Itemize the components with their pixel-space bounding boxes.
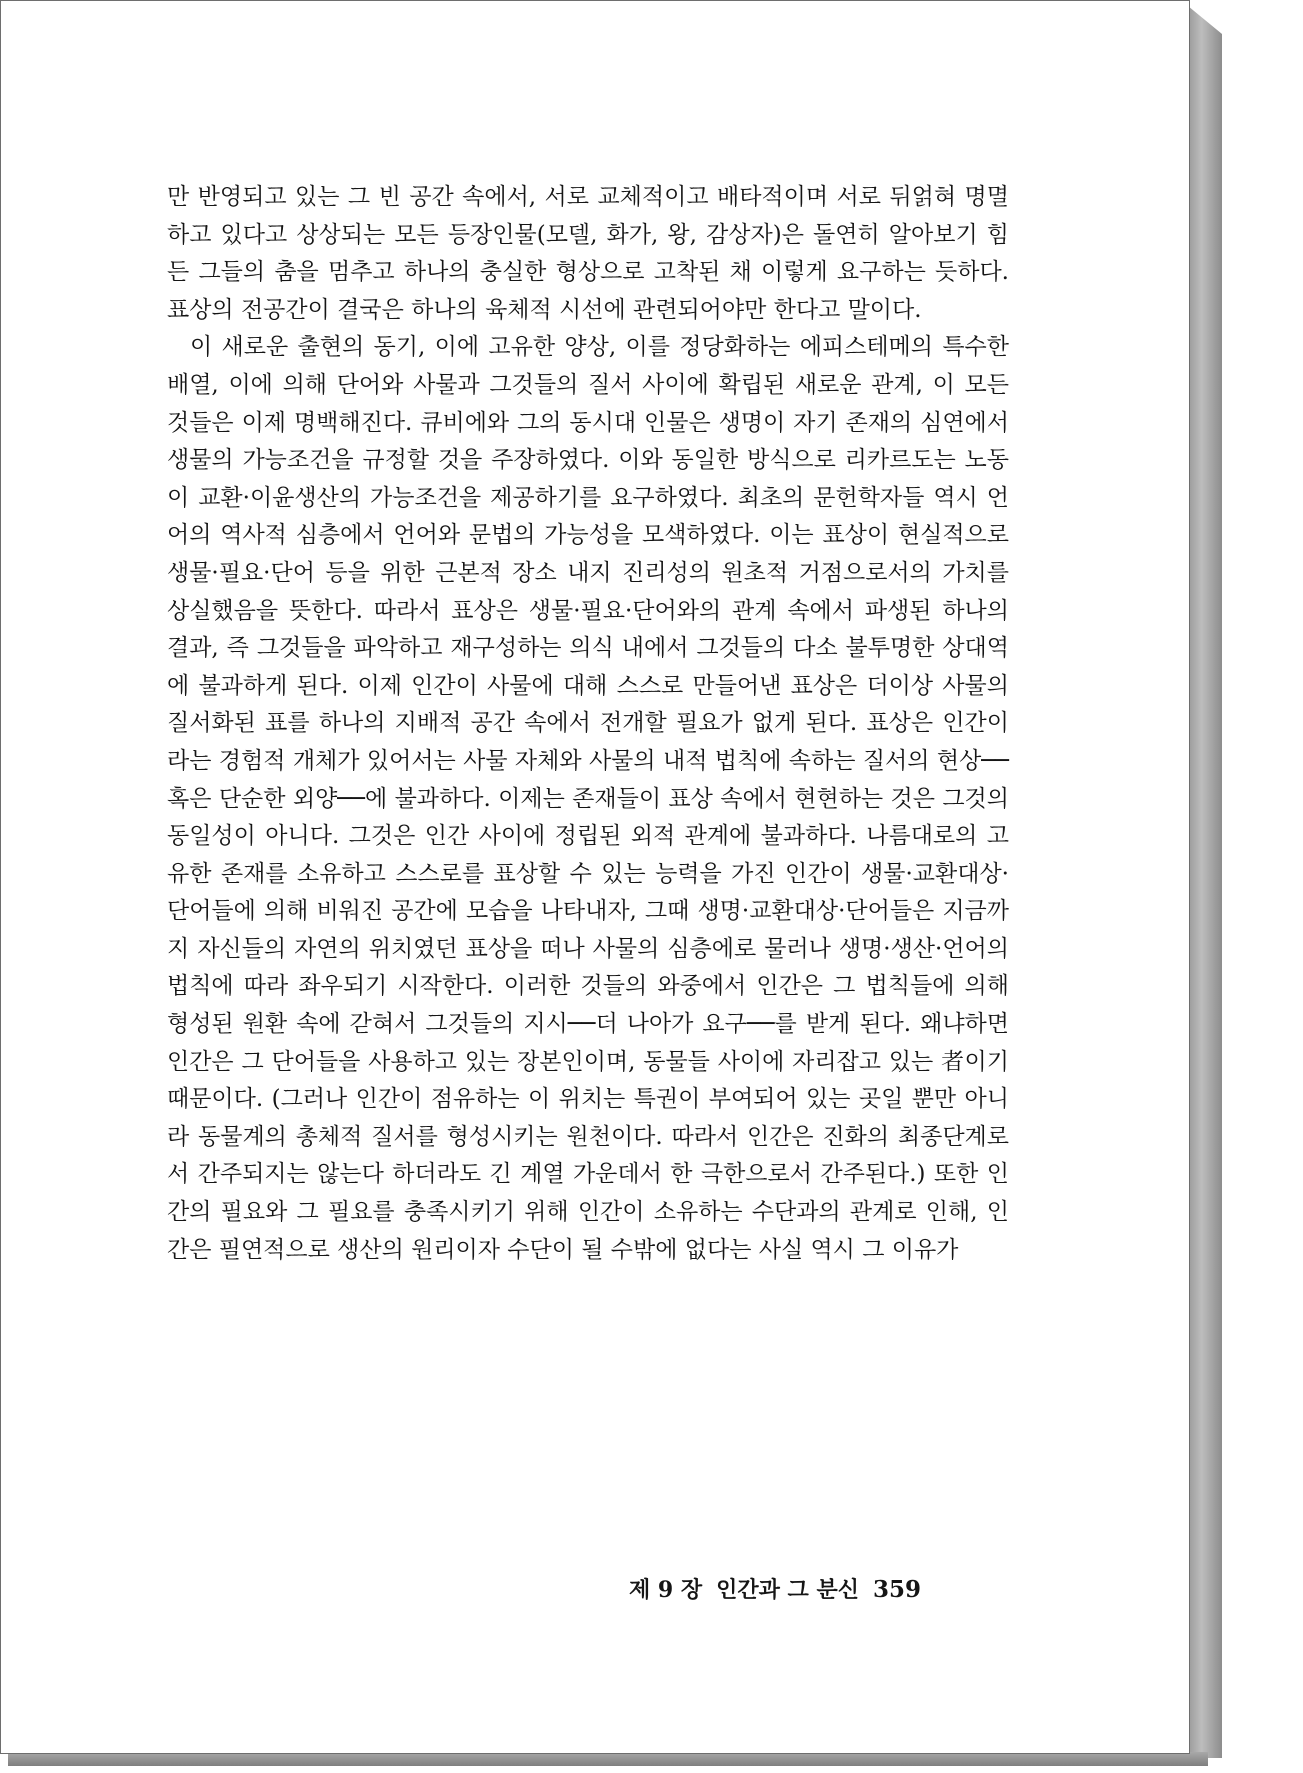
page-stack-edge [1188,6,1222,1758]
paragraph-continued: 만 반영되고 있는 그 빈 공간 속에서, 서로 교체적이고 배타적이며 서로 뒤얽혀 명멸하고 있다고 상상되는 모든 등장인물(모델, 화가, 왕, 감상자)은 돌연히 알아보기 힘든 그들의 춤을 멈추고 하나의 충실한 형상으로 고착된 채 이렇게 요구하는 듯하다. 표상의 전공간이 결국은 하나의 육체적 시선에 관련되어야만 한다고 말이다. [167,184,1009,323]
page-stack-bottom-edge [8,1752,1208,1766]
page-number: 359 [872,1576,921,1603]
paragraph-main: 이 새로운 출현의 동기, 이에 고유한 양상, 이를 정당화하는 에피스테메의 특수한 배열, 이에 의해 단어와 사물과 그것들의 질서 사이에 확립된 새로운 관계, 이 모든 것들은 이제 명백해진다. 큐비에와 그의 동시대 인물은 생명이 자기 존재의 심연에서 생물의 가능조건을 규정할 것을 주장하였다. 이와 동일한 방식으로 리카르도는 노동이 교환·이윤생산의 가능조건을 제공하기를 요구하였다. 최초의 문헌학자들 역시 언어의 역사적 심층에서 언어와 문법의 가능성을 모색하였다. 이는 표상이 현실적으로 생물·필요·단어 등을 위한 근본적 장소 내지 진리성의 원초적 거점으로서의 가치를 상실했음을 뜻한다. 따라서 표상은 생물·필요·단어와의 관계 속에서 파생된 하나의 결과, 즉 그것들을 파악하고 재구성하는 의식 내에서 그것들의 다소 불투명한 상대역에 불과하게 된다. 이제 인간이 사물에 대해 스스로 만들어낸 표상은 더이상 사물의 질서화된 표를 하나의 지배적 공간 속에서 전개할 필요가 없게 된다. 표상은 인간이라는 경험적 개체가 있어서는 사물 자체와 사물의 내적 법칙에 속하는 질서의 현상──혹은 단순한 외양──에 불과하다. 이제는 존재들이 표상 속에서 현현하는 것은 그것의 동일성이 아니다. 그것은 인간 사이에 정립된 외적 관계에 불과하다. 나름대로의 고유한 존재를 소유하고 스스로를 표상할 수 있는 능력을 가진 인간이 생물·교환대상·단어들에 의해 비워진 공간에 모습을 나타내자, 그때 생명·교환대상·단어들은 지금까지 자신들의 자연의 위치였던 표상을 떠나 사물의 심층에로 물러나 생명·생산·언어의 법칙에 따라 좌우되기 시작한다. 이러한 것들의 와중에서 인간은 그 법칙들에 의해 형성된 원환 속에 갇혀서 그것들의 지시──더 나아가 요구──를 받게 된다. 왜냐하면 인간은 그 단어들을 사용하고 있는 장본인이며, 동물들 사이에 자리잡고 있는 者이기 때문이다. (그러나 인간이 점유하는 이 위치는 특권이 부여되어 있는 곳일 뿐만 아니라 동물계의 총체적 질서를 형성시키는 원천이다. 따라서 인간은 진화의 최종단계로서 간주되지는 않는다 하더라도 긴 계열 가운데서 한 극한으로서 간주된다.) 또한 인간의 필요와 그 필요를 충족시키기 위해 인간이 소유하는 수단과의 관계로 인해, 인간은 필연적으로 생산의 원리이자 수단이 될 수밖에 없다는 사실 역시 그 이유가 [167,334,1009,1263]
footer-title: 인간과 그 분신 [716,1577,859,1603]
body-text [167,179,1009,1269]
running-footer [629,1573,921,1604]
footer-chapter: 제 9 장 [629,1577,703,1603]
